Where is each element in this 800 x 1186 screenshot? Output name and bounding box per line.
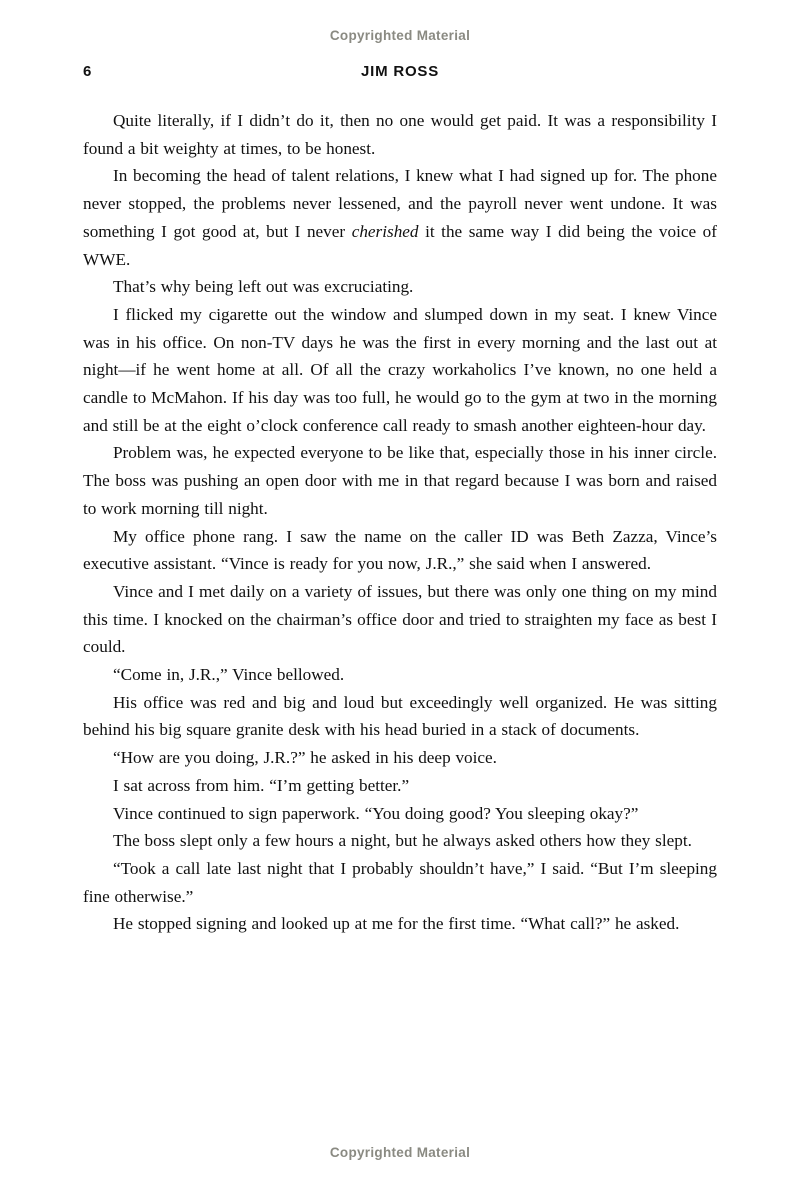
copyright-notice-bottom: Copyrighted Material bbox=[329, 1145, 471, 1160]
paragraph-segment: That’s why being left out was excruciating. bbox=[113, 277, 414, 297]
paragraph-segment: Vince continued to sign paperwork. “You doing good? You sleeping okay?” bbox=[113, 803, 639, 823]
paragraph bbox=[83, 910, 717, 938]
paragraph bbox=[83, 301, 717, 440]
paragraph-segment: The boss slept only a few hours a night, but he always asked others how they slept. bbox=[113, 831, 692, 851]
running-head-author: JIM ROSS bbox=[360, 63, 440, 80]
paragraph-segment: I flicked my cigarette out the window and slumped down in my seat. I knew Vince was in his office. On non-TV days he was the first in every morning and the last out at night—if he went home at all. Of all the crazy workaholics I’ve known, no one held a candle to McMahon. If his day was too full, he would go to the gym at two in the morning and still be at the eight o’clock conference call ready to smash another eighteen-hour day. bbox=[83, 304, 717, 435]
paragraph bbox=[83, 273, 717, 301]
page-body bbox=[83, 107, 717, 938]
paragraph bbox=[83, 523, 717, 578]
paragraph bbox=[83, 800, 717, 828]
paragraph bbox=[83, 689, 717, 744]
paragraph bbox=[83, 162, 717, 273]
copyright-notice-top: Copyrighted Material bbox=[329, 28, 471, 43]
paragraph-segment-italic: cherished bbox=[351, 221, 419, 241]
paragraph-segment: Problem was, he expected everyone to be like that, especially those in his inner circle. The boss was pushing an open door with me in that regard because I was born and raised to work morning till night. bbox=[83, 443, 717, 518]
paragraph-segment: Vince and I met daily on a variety of issues, but there was only one thing on my mind this time. I knocked on the chairman’s office door and tried to straighten my face as best I could. bbox=[83, 581, 717, 657]
paragraph bbox=[83, 107, 717, 162]
paragraph-segment: He stopped signing and looked up at me for the first time. “What call?” he asked. bbox=[113, 914, 680, 934]
paragraph-segment: I sat across from him. “I’m getting better.” bbox=[113, 775, 410, 795]
paragraph-segment: Quite literally, if I didn’t do it, then no one would get paid. It was a responsibility I found a bit weighty at times, to be honest. bbox=[83, 111, 717, 158]
paragraph bbox=[83, 772, 717, 800]
paragraph-segment: His office was red and big and loud but exceedingly well organized. He was sitting behind his big square granite desk with his head buried in a stack of documents. bbox=[83, 692, 717, 740]
paragraph-segment: it the same way I did being the voice of WWE. bbox=[83, 221, 717, 269]
paragraph-segment: “How are you doing, J.R.?” he asked in his deep voice. bbox=[113, 748, 497, 768]
paragraph bbox=[83, 439, 717, 522]
paragraph bbox=[83, 827, 717, 855]
paragraph bbox=[83, 744, 717, 772]
page-number: 6 bbox=[83, 63, 92, 80]
paragraph bbox=[83, 661, 717, 689]
paragraph bbox=[83, 578, 717, 661]
paragraph-segment: In becoming the head of talent relations, I knew what I had signed up for. The phone never stopped, the problems never lessened, and the payroll never went undone. It was something I got good at, but I never bbox=[83, 166, 717, 241]
paragraph-segment: “Come in, J.R.,” Vince bellowed. bbox=[113, 665, 345, 685]
paragraph-segment: My office phone rang. I saw the name on the caller ID was Beth Zazza, Vince’s executive assistant. “Vince is ready for you now, J.R.,” she said when I answered. bbox=[83, 526, 717, 574]
paragraph-segment: “Took a call late last night that I probably shouldn’t have,” I said. “But I’m sleeping fine otherwise.” bbox=[83, 858, 717, 906]
paragraph bbox=[83, 855, 717, 910]
page-header bbox=[83, 63, 717, 83]
